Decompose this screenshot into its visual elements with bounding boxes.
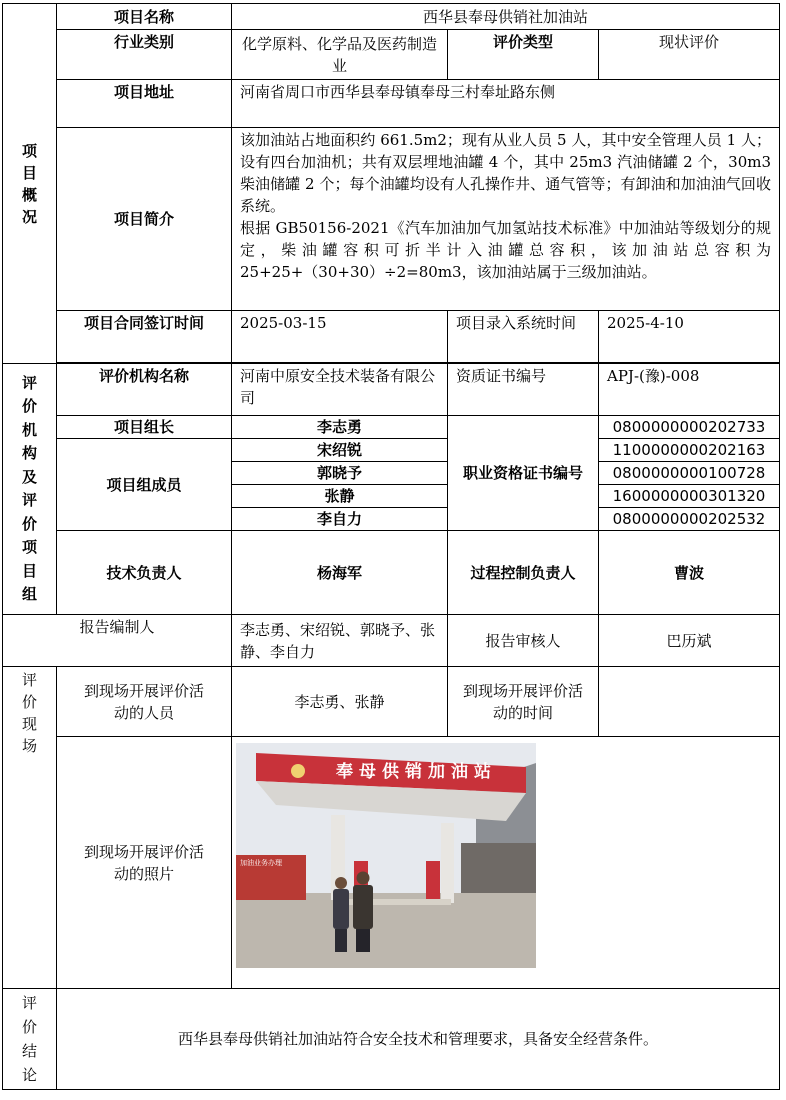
- team-member-cert-5: 0800000000202532: [599, 508, 780, 531]
- site-time-label: [448, 667, 599, 737]
- org-name-value: 河南中原安全技术装备有限公司: [232, 364, 448, 416]
- address-value: 河南省周口市西华县奉母镇奉母三村奉址路东侧: [232, 80, 780, 128]
- cert-value: APJ-(豫)-008: [599, 364, 780, 416]
- photo-pump-2: [426, 861, 440, 901]
- summary-paragraph-1: 该加油站占地面积约 661.5m2；现有从业人员 5 人，其中安全管理人员 1 人；设有四台加油机；共有双层埋地油罐 4 个，其中 25m3 汽油储罐 2 个，30m3 柴油储罐 2 个；每个油罐均设有人孔操作井、通气管等；有卸油和加油油气回收系统。: [240, 131, 771, 215]
- site-time-label-text: 到现场开展评价活动的时间: [462, 681, 583, 722]
- photo-person-1-legs: [335, 929, 347, 952]
- section-conclusion-label: 评价结论: [21, 994, 37, 1084]
- summary-paragraph-2: 根据 GB50156-2021《汽车加油加气加氢站技术标准》中加油站等级划分的规定，柴油罐容积可折半计入油罐总容积，该加油站总容积为 25+25+（30+30）÷2=80m3，该加油站属于三级加油站。: [240, 219, 771, 281]
- cert-label: 资质证书编号: [448, 364, 599, 416]
- team-member-name-4: 张静: [232, 485, 448, 508]
- report-reviewer-label: 报告审核人: [448, 615, 599, 667]
- section-project-overview: [3, 4, 57, 364]
- members-label: 项目组成员: [57, 439, 232, 531]
- industry-label: 行业类别: [57, 30, 232, 80]
- project-name-value: 西华县奉母供销社加油站: [232, 4, 780, 30]
- entry-date-value: 2025-4-10: [599, 311, 780, 363]
- tech-lead-value: 杨海军: [232, 531, 448, 615]
- team-member-name-5: 李自力: [232, 508, 448, 531]
- section-site-label: 评价现场: [21, 671, 37, 755]
- section-conclusion: [3, 989, 57, 1090]
- photo-person-1-head: [335, 877, 347, 889]
- address-label: 项目地址: [57, 80, 232, 128]
- report-author-value: 李志勇、宋绍锐、郭晓予、张静、李自力: [232, 615, 448, 667]
- process-lead-label: 过程控制负责人: [448, 531, 599, 615]
- site-people-value: 李志勇、张静: [232, 667, 448, 737]
- site-people-label: [57, 667, 232, 737]
- contract-date-label: 项目合同签订时间: [57, 311, 232, 363]
- conclusion-value: 西华县奉母供销社加油站符合安全技术和管理要求，具备安全经营条件。: [57, 989, 780, 1090]
- section-org-team-label: 评价机构及评价项目组: [21, 373, 37, 603]
- site-photo: [236, 743, 536, 968]
- process-lead-value: 曹波: [599, 531, 780, 615]
- org-name-label: 评价机构名称: [57, 364, 232, 416]
- eval-type-value: 现状评价: [599, 30, 780, 80]
- site-photo-label: [57, 737, 232, 989]
- tech-lead-label: 技术负责人: [57, 531, 232, 615]
- team-member-name-3: 郭晓予: [232, 462, 448, 485]
- evaluation-info-table: [2, 3, 780, 1090]
- summary-value: [232, 128, 780, 311]
- summary-label: 项目简介: [57, 128, 232, 311]
- photo-pillar-2: [441, 823, 454, 903]
- site-photo-label-text: 到现场开展评价活动的照片: [83, 842, 204, 883]
- qual-cert-label: [448, 416, 599, 531]
- team-member-cert-1: 0800000000202733: [599, 416, 780, 439]
- team-member-cert-2: 1100000000202163: [599, 439, 780, 462]
- report-author-label: 报告编制人: [3, 615, 232, 667]
- eval-type-label: 评价类型: [448, 30, 599, 80]
- team-member-name-1: 李志勇: [232, 416, 448, 439]
- qual-cert-label-text: 职业资格证书编号: [462, 464, 583, 482]
- leader-label: 项目组长: [57, 416, 232, 439]
- entry-date-label: 项目录入系统时间: [448, 311, 599, 363]
- section-project-overview-label: 项目概况: [21, 141, 37, 226]
- industry-value: 化学原料、化学品及医药制造业: [232, 30, 448, 80]
- photo-shop-sign: 加油业务办理: [240, 859, 282, 867]
- project-name-label: 项目名称: [57, 4, 232, 30]
- team-member-cert-3: 0800000000100728: [599, 462, 780, 485]
- site-people-label-text: 到现场开展评价活动的人员: [83, 681, 204, 722]
- site-time-value: [599, 667, 780, 737]
- section-org-team: [3, 364, 57, 615]
- photo-person-2-head: [357, 872, 370, 885]
- photo-person-2-body: [353, 885, 373, 929]
- photo-logo: [291, 764, 305, 778]
- section-site: [3, 667, 57, 989]
- team-member-cert-4: 1600000000301320: [599, 485, 780, 508]
- photo-person-1-body: [333, 889, 349, 929]
- report-reviewer-value: 巴历斌: [599, 615, 780, 667]
- site-photo-cell: [232, 737, 780, 989]
- contract-date-value: 2025-03-15: [232, 311, 448, 363]
- photo-sign-text: 奉母供销加油站: [336, 762, 497, 782]
- photo-person-2-legs: [356, 929, 370, 952]
- team-member-name-2: 宋绍锐: [232, 439, 448, 462]
